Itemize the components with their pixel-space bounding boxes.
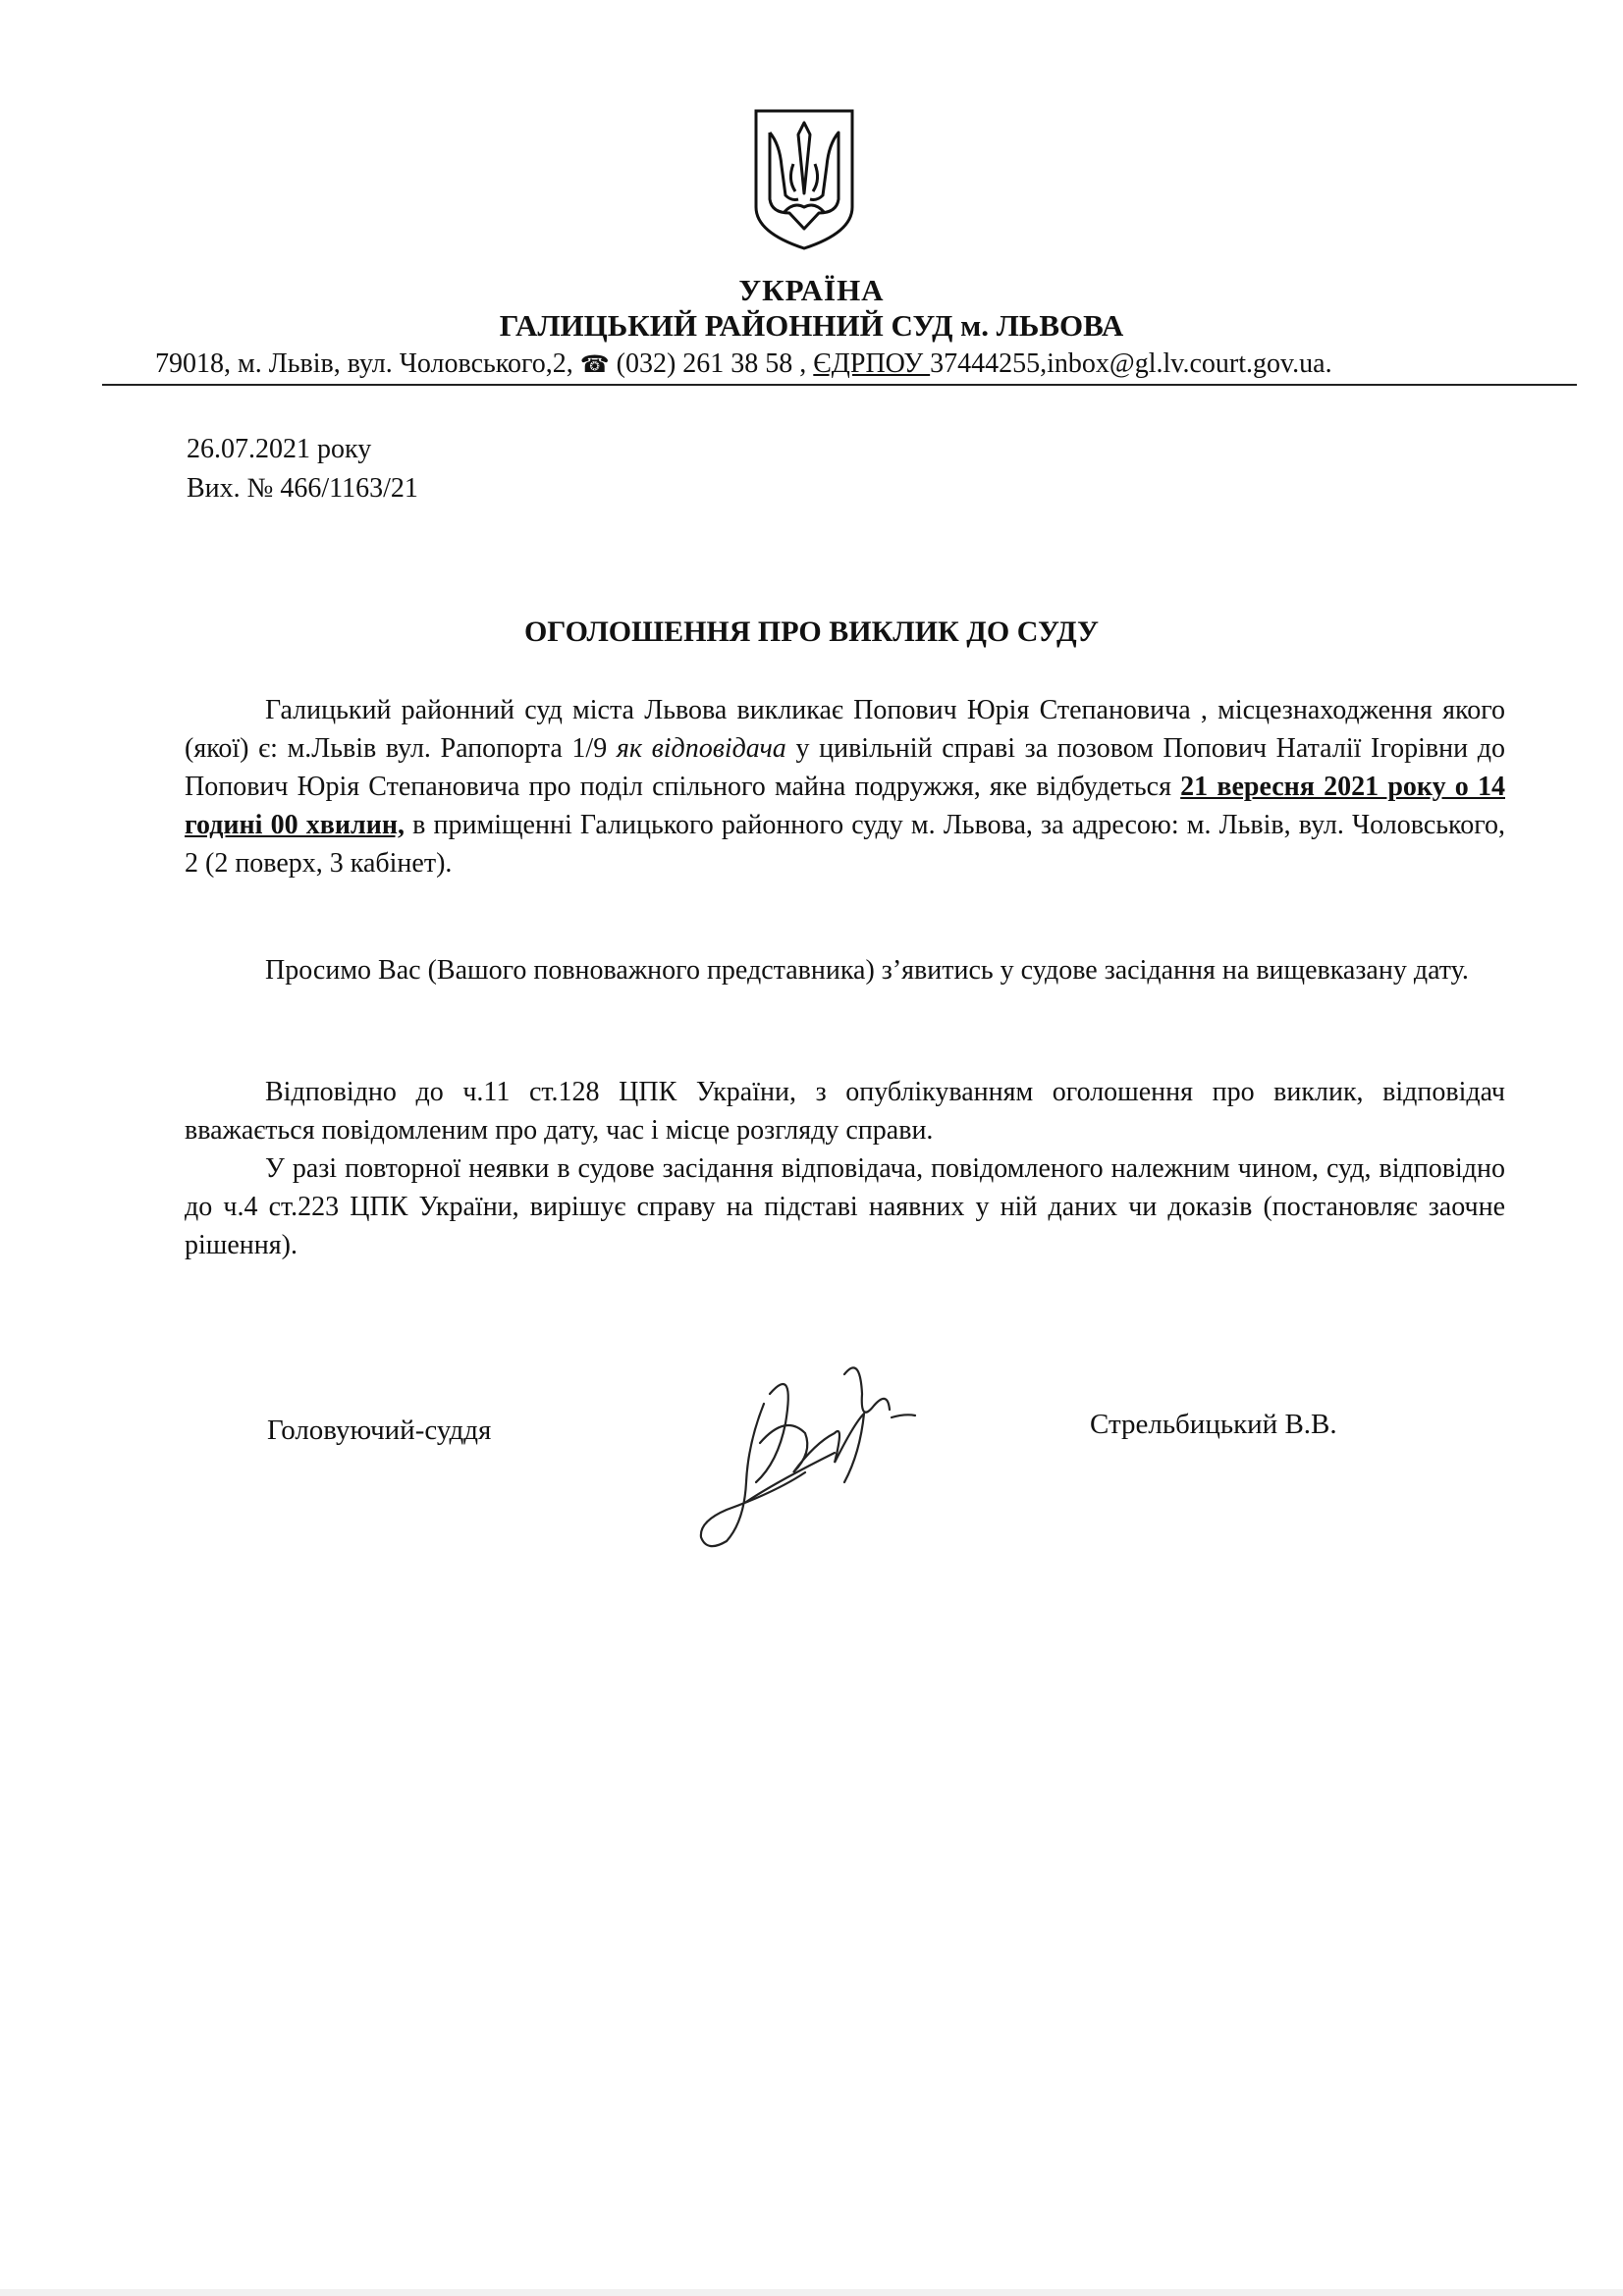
edrpou-and-email: 37444255,inbox@gl.lv.court.gov.ua.: [930, 348, 1332, 379]
outgoing-number: Вих. № 466/1163/21: [187, 473, 418, 504]
scan-bottom-edge: [0, 2289, 1623, 2296]
header-court-name: ГАЛИЦЬКИЙ РАЙОННИЙ СУД м. ЛЬВОВА: [499, 308, 1124, 343]
legal-basis-text: Відповідно до ч.11 ст.128 ЦПК України, з опублікуванням оголошення про виклик, відповідач вважається повідомленим про дату, час і місце розгляду справи.: [185, 1077, 1505, 1146]
summons-text-c: в приміщенні Галицького районного суду м. Львова, за адресою: м. Львів, вул. Чоловського, 2 (2 поверх, 3 кабінет).: [185, 810, 1506, 879]
defendant-role: як відповідача: [616, 733, 786, 764]
ukraine-trident-emblem-icon: [750, 105, 858, 252]
handwritten-signature: [687, 1335, 923, 1571]
paragraph-request: [185, 951, 1505, 989]
phone-number: (032) 261 38 58: [616, 348, 793, 379]
document-date: 26.07.2021 року: [187, 434, 372, 464]
separator: ,: [792, 348, 814, 379]
hearing-date: 21 вересня 2021 року о 14 годині 00 хвилин,: [185, 772, 1505, 840]
address-text: 79018, м. Львів, вул. Чоловського,2,: [155, 348, 580, 379]
paragraph-summons: [185, 691, 1505, 882]
default-judgment-text: У разі повторної неявки в судове засідання відповідача, повідомленого належним чином, суд, відповідно до ч.4 ст.223 ЦПК України, вирішує справу на підставі наявних у ній даних чи доказів (постановляє заочне рішення).: [185, 1153, 1505, 1260]
paragraph-default-judgment: [185, 1149, 1505, 1264]
summons-text-b: у цивільній справі за позовом Попович Наталії Ігорівни до Попович Юрія Степановича про поділ спільного майна подружжя, яке відбудеться: [185, 733, 1505, 802]
phone-icon: ☎: [579, 352, 610, 378]
header-address-line: [155, 348, 1332, 380]
header-country: УКРАЇНА: [738, 273, 885, 307]
paragraph-legal-basis: [185, 1073, 1505, 1149]
summons-text-a: Галицький районний суд міста Львова викликає Попович Юрія Степановича , місцезнаходження якого (якої) є: м.Львів вул. Рапопорта 1/9: [185, 695, 1505, 764]
edrpou-label: ЄДРПОУ: [813, 348, 931, 379]
request-text: Просимо Вас (Вашого повноважного представника) з’явитись у судове засідання на вищевказану дату.: [265, 955, 1469, 986]
document-title: ОГОЛОШЕННЯ ПРО ВИКЛИК ДО СУДУ: [523, 615, 1100, 648]
signatory-name: Стрельбицький В.В.: [1090, 1409, 1337, 1440]
header-divider: [102, 384, 1577, 386]
signatory-role: Головуючий-суддя: [267, 1415, 492, 1446]
